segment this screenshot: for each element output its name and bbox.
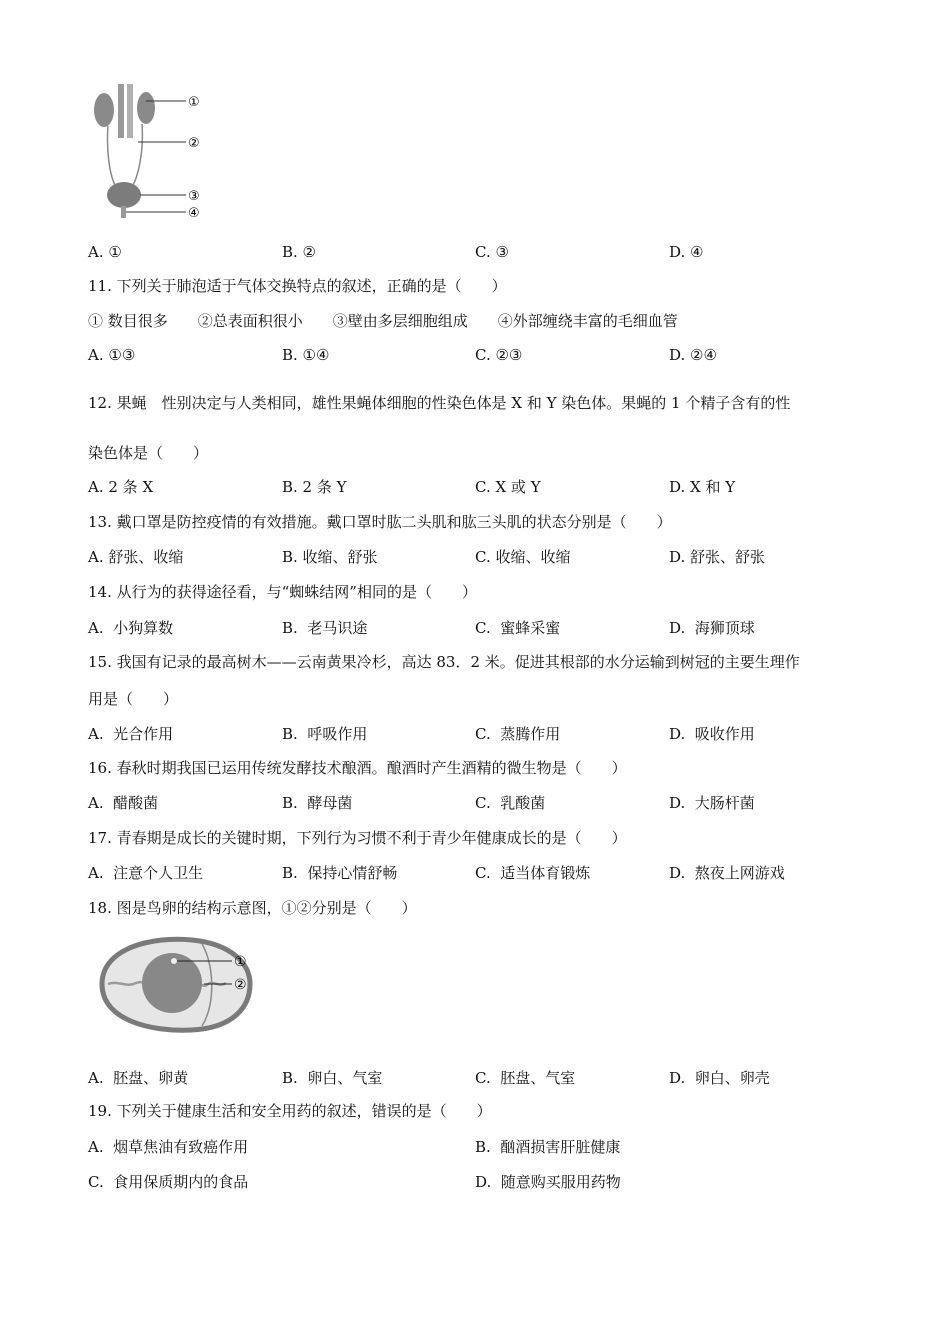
q10-option-d[interactable]: D. ④ (669, 243, 704, 261)
q16-option-a[interactable]: A. 醋酸菌 (88, 794, 159, 812)
q15-option-d[interactable]: D. 吸收作用 (669, 725, 755, 743)
q15-options (88, 724, 868, 744)
q11-option-d[interactable]: D. ②④ (669, 346, 717, 364)
q19-options-row2 (88, 1172, 868, 1192)
q14-option-a[interactable]: A. 小狗算数 (88, 619, 174, 637)
q12-options (88, 477, 868, 497)
q19-option-c[interactable]: C. 食用保质期内的食品 (88, 1173, 249, 1191)
figure-label-2: ② (188, 136, 200, 151)
q11-statements: ① 数目很多 ②总表面积很小 ③壁由多层细胞组成 ④外部缠绕丰富的毛细血管 (88, 312, 678, 330)
germinal-disc (171, 958, 177, 964)
q16-options (88, 793, 868, 813)
q16-option-c[interactable]: C. 乳酸菌 (475, 794, 546, 812)
q11-stem: 11. 下列关于肺泡适于气体交换特点的叙述，正确的是（ ） (88, 277, 507, 295)
q13-option-d[interactable]: D. 舒张、舒张 (669, 548, 766, 566)
right-kidney (137, 92, 155, 124)
q10-option-b[interactable]: B. ② (282, 243, 317, 261)
q14-option-b[interactable]: B. 老马识途 (282, 619, 368, 637)
left-kidney (94, 93, 114, 127)
q13-option-a[interactable]: A. 舒张、收缩 (88, 548, 184, 566)
q12-option-c[interactable]: C. X 或 Y (475, 478, 541, 496)
q12-stem-line2: 染色体是（ ） (88, 444, 209, 462)
q19-stem: 19. 下列关于健康生活和安全用药的叙述，错误的是（ ） (88, 1102, 492, 1120)
aorta (118, 84, 124, 138)
q15-stem-line1: 15. 我国有记录的最高树木——云南黄果冷杉，高达 83．2 米。促进其根部的水分运输到树冠的主要生理作 (88, 653, 800, 671)
egg-label-2: ② (234, 977, 247, 993)
q13-options (88, 547, 868, 567)
q16-option-b[interactable]: B. 酵母菌 (282, 794, 353, 812)
q17-stem: 17. 青春期是成长的关键时期，下列行为习惯不利于青少年健康成长的是（ ） (88, 829, 627, 847)
q11-option-a[interactable]: A. ①③ (88, 346, 136, 364)
q12-stem-line1: 12. 果蝇 性别决定与人类相同，雄性果蝇体细胞的性染色体是 X 和 Y 染色体。果蝇的 1 个精子含有的性 (88, 394, 791, 412)
egg-label-1: ① (234, 954, 247, 970)
q18-option-d[interactable]: D. 卵白、卵壳 (669, 1069, 770, 1087)
urinary-system-figure (88, 82, 228, 227)
q18-stem: 18. 图是鸟卵的结构示意图，①②分别是（ ） (88, 899, 417, 917)
ureter-right (132, 124, 142, 187)
q11-option-c[interactable]: C. ②③ (475, 346, 523, 364)
q13-option-c[interactable]: C. 收缩、收缩 (475, 548, 571, 566)
q10-options (88, 242, 868, 262)
q19-option-a[interactable]: A. 烟草焦油有致癌作用 (88, 1138, 249, 1156)
q15-stem-line2: 用是（ ） (88, 690, 179, 708)
q19-options-row1 (88, 1137, 868, 1157)
figure-label-1: ① (188, 95, 200, 110)
urethra (121, 206, 126, 218)
q15-option-c[interactable]: C. 蒸腾作用 (475, 725, 561, 743)
q16-option-d[interactable]: D. 大肠杆菌 (669, 794, 755, 812)
figure-label-3: ③ (188, 189, 200, 204)
bladder (107, 182, 141, 208)
q14-stem: 14. 从行为的获得途径看，与“蜘蛛结网”相同的是（ ） (88, 583, 477, 601)
q17-option-b[interactable]: B. 保持心情舒畅 (282, 864, 398, 882)
ureter-left (107, 126, 116, 187)
q18-option-a[interactable]: A. 胚盘、卵黄 (88, 1069, 189, 1087)
q16-stem: 16. 春秋时期我国已运用传统发酵技术酿酒。酿酒时产生酒精的微生物是（ ） (88, 759, 627, 777)
q19-option-b[interactable]: B. 酗酒损害肝脏健康 (475, 1138, 621, 1156)
q11-option-b[interactable]: B. ①④ (282, 346, 330, 364)
q14-option-c[interactable]: C. 蜜蜂采蜜 (475, 619, 561, 637)
q14-option-d[interactable]: D. 海狮顶球 (669, 619, 755, 637)
q12-option-d[interactable]: D. X 和 Y (669, 478, 736, 496)
q18-option-c[interactable]: C. 胚盘、气室 (475, 1069, 576, 1087)
q12-option-a[interactable]: A. 2 条 X (88, 478, 154, 496)
q19-option-d[interactable]: D. 随意购买服用药物 (475, 1173, 621, 1191)
q13-option-b[interactable]: B. 收缩、舒张 (282, 548, 378, 566)
q10-option-c[interactable]: C. ③ (475, 243, 509, 261)
q17-option-a[interactable]: A. 注意个人卫生 (88, 864, 204, 882)
q15-option-a[interactable]: A. 光合作用 (88, 725, 174, 743)
q14-options (88, 618, 868, 638)
q15-option-b[interactable]: B. 呼吸作用 (282, 725, 368, 743)
q12-option-b[interactable]: B. 2 条 Y (282, 478, 347, 496)
q17-option-c[interactable]: C. 适当体育锻炼 (475, 864, 591, 882)
q17-option-d[interactable]: D. 熬夜上网游戏 (669, 864, 785, 882)
bird-egg-figure (92, 928, 272, 1040)
q17-options (88, 863, 868, 883)
q18-options (88, 1068, 868, 1088)
q13-stem: 13. 戴口罩是防控疫情的有效措施。戴口罩时肱二头肌和肱三头肌的状态分别是（ ） (88, 513, 672, 531)
vena-cava (127, 84, 133, 138)
figure-label-4: ④ (188, 206, 200, 221)
q10-option-a[interactable]: A. ① (88, 243, 122, 261)
q18-option-b[interactable]: B. 卵白、气室 (282, 1069, 383, 1087)
q11-options (88, 345, 868, 365)
